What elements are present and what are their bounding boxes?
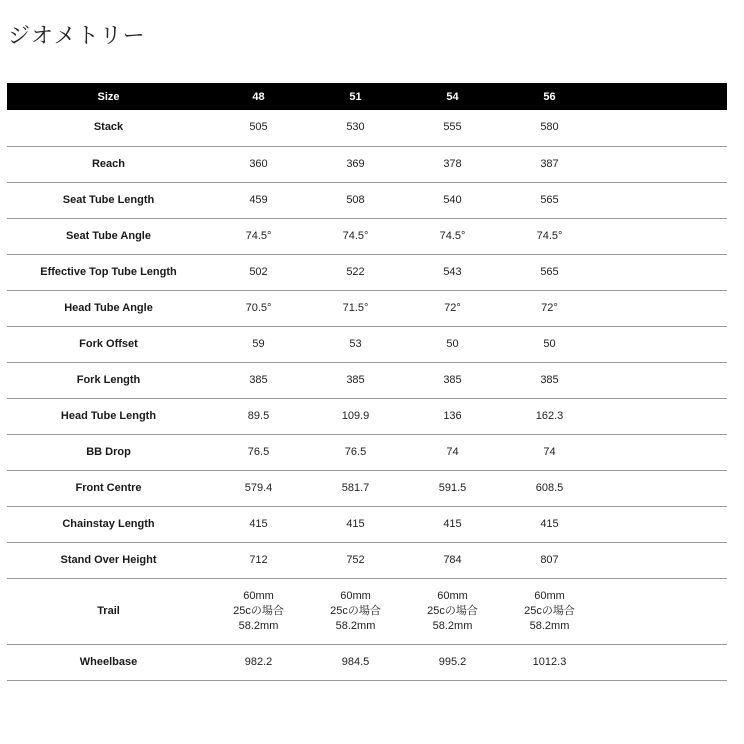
cell-value: 76.5 bbox=[247, 445, 270, 458]
cell-value: 415 bbox=[346, 517, 365, 530]
table-row bbox=[7, 326, 727, 362]
trail-line: 60mm bbox=[340, 589, 371, 602]
cell-value: 984.5 bbox=[341, 655, 370, 668]
cell-value: 72° bbox=[541, 301, 558, 314]
size-header-51: 51 bbox=[349, 90, 362, 103]
cell-value: 1012.3 bbox=[532, 655, 567, 668]
cell-value bbox=[501, 578, 598, 644]
cell-value: 712 bbox=[249, 553, 268, 566]
cell-value: 385 bbox=[443, 373, 462, 386]
row-label: Seat Tube Angle bbox=[66, 229, 151, 242]
cell-value: 74.5° bbox=[342, 229, 369, 242]
cell-value bbox=[404, 578, 501, 644]
page-title: ジオメトリー bbox=[8, 24, 146, 49]
cell-value: 50 bbox=[543, 337, 556, 350]
cell-value: 74.5° bbox=[536, 229, 563, 242]
table-row-trail bbox=[7, 578, 727, 644]
cell-value: 530 bbox=[346, 121, 365, 134]
row-label: Trail bbox=[97, 604, 120, 617]
cell-value: 72° bbox=[444, 301, 461, 314]
cell-value: 608.5 bbox=[535, 481, 564, 494]
row-label: Fork Length bbox=[76, 373, 141, 386]
row-label: Effective Top Tube Length bbox=[40, 265, 177, 278]
cell-value: 74 bbox=[446, 445, 459, 458]
table-header-row bbox=[7, 83, 727, 110]
size-header-label: Size bbox=[97, 90, 120, 103]
cell-value: 581.7 bbox=[341, 481, 370, 494]
cell-value: 415 bbox=[540, 517, 559, 530]
table-row bbox=[7, 362, 727, 398]
cell-value: 385 bbox=[346, 373, 365, 386]
cell-value: 502 bbox=[249, 265, 268, 278]
row-label: Head Tube Angle bbox=[64, 301, 153, 314]
cell-value: 76.5 bbox=[344, 445, 367, 458]
table-row bbox=[7, 644, 727, 680]
table-row bbox=[7, 542, 727, 578]
table-row bbox=[7, 218, 727, 254]
cell-value: 74 bbox=[543, 445, 556, 458]
cell-value: 59 bbox=[252, 337, 265, 350]
table-row bbox=[7, 506, 727, 542]
row-label: Chainstay Length bbox=[62, 517, 155, 530]
cell-value: 369 bbox=[346, 157, 365, 170]
table-row bbox=[7, 110, 727, 146]
trail-line: 25cの場合 bbox=[427, 604, 478, 617]
cell-value: 74.5° bbox=[245, 229, 272, 242]
cell-value: 543 bbox=[443, 265, 462, 278]
table-row bbox=[7, 254, 727, 290]
table-row bbox=[7, 182, 727, 218]
cell-value: 565 bbox=[540, 193, 559, 206]
trail-line: 58.2mm bbox=[335, 619, 376, 632]
cell-value: 752 bbox=[346, 553, 365, 566]
row-label: Stand Over Height bbox=[60, 553, 157, 566]
header-spacer bbox=[598, 83, 727, 110]
cell-value: 415 bbox=[249, 517, 268, 530]
cell-value: 565 bbox=[540, 265, 559, 278]
geometry-table bbox=[7, 83, 727, 681]
trail-line: 58.2mm bbox=[432, 619, 473, 632]
row-label: Fork Offset bbox=[79, 337, 138, 350]
cell-value: 579.4 bbox=[244, 481, 273, 494]
table-row bbox=[7, 146, 727, 182]
cell-value: 89.5 bbox=[247, 409, 270, 422]
table-row bbox=[7, 434, 727, 470]
trail-line: 25cの場合 bbox=[233, 604, 284, 617]
table-row bbox=[7, 290, 727, 326]
cell-value: 385 bbox=[249, 373, 268, 386]
row-label: Head Tube Length bbox=[60, 409, 157, 422]
trail-line: 60mm bbox=[534, 589, 565, 602]
cell-value: 70.5° bbox=[245, 301, 272, 314]
cell-value: 784 bbox=[443, 553, 462, 566]
cell-value: 74.5° bbox=[439, 229, 466, 242]
cell-value: 378 bbox=[443, 157, 462, 170]
cell-value bbox=[210, 578, 307, 644]
size-header-56: 56 bbox=[543, 90, 556, 103]
row-label: Seat Tube Length bbox=[62, 193, 155, 206]
cell-value bbox=[307, 578, 404, 644]
table-body bbox=[7, 110, 727, 680]
cell-value: 459 bbox=[249, 193, 268, 206]
cell-value: 109.9 bbox=[341, 409, 370, 422]
row-label: Front Centre bbox=[75, 481, 142, 494]
cell-value: 415 bbox=[443, 517, 462, 530]
cell-value: 385 bbox=[540, 373, 559, 386]
row-label: Stack bbox=[93, 121, 124, 134]
trail-line: 60mm bbox=[437, 589, 468, 602]
cell-value: 807 bbox=[540, 553, 559, 566]
size-header-54: 54 bbox=[446, 90, 459, 103]
cell-value: 508 bbox=[346, 193, 365, 206]
cell-value: 50 bbox=[446, 337, 459, 350]
table-row bbox=[7, 470, 727, 506]
cell-value: 360 bbox=[249, 157, 268, 170]
cell-value: 540 bbox=[443, 193, 462, 206]
cell-value: 555 bbox=[443, 121, 462, 134]
trail-line: 58.2mm bbox=[529, 619, 570, 632]
cell-value: 982.2 bbox=[244, 655, 273, 668]
size-header-48: 48 bbox=[252, 90, 265, 103]
trail-line: 58.2mm bbox=[238, 619, 279, 632]
cell-value: 505 bbox=[249, 121, 268, 134]
trail-line: 60mm bbox=[243, 589, 274, 602]
row-label: Wheelbase bbox=[79, 655, 138, 668]
cell-value: 591.5 bbox=[438, 481, 467, 494]
cell-value: 580 bbox=[540, 121, 559, 134]
row-label: Reach bbox=[91, 157, 126, 170]
cell-value: 53 bbox=[349, 337, 362, 350]
cell-value: 522 bbox=[346, 265, 365, 278]
trail-line: 25cの場合 bbox=[330, 604, 381, 617]
cell-value: 136 bbox=[443, 409, 462, 422]
cell-value: 387 bbox=[540, 157, 559, 170]
cell-value: 995.2 bbox=[438, 655, 467, 668]
cell-value: 71.5° bbox=[342, 301, 369, 314]
trail-line: 25cの場合 bbox=[524, 604, 575, 617]
row-label: BB Drop bbox=[86, 445, 131, 458]
cell-value: 162.3 bbox=[535, 409, 564, 422]
table-row bbox=[7, 398, 727, 434]
